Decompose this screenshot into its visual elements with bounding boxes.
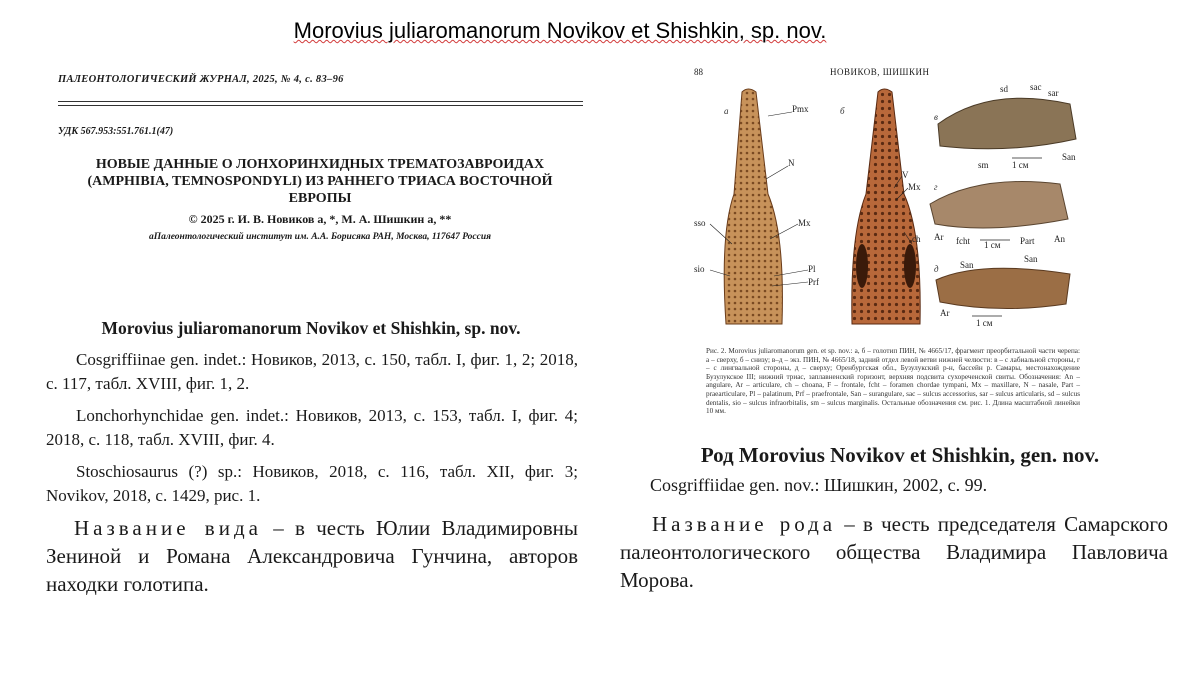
label-san-v: San: [1062, 152, 1076, 162]
synonymy-entry-1: Cosgriffiinae gen. indet.: Новиков, 2013, с. 150, табл. I, фиг. 1, 2; 2018, с. 117, табл. XVIII, фиг. 1, 2.: [46, 350, 578, 393]
genus-etymology: [620, 510, 1168, 594]
header-rule: [58, 101, 583, 102]
label-sio: sio: [694, 264, 705, 274]
label-b: б: [840, 106, 845, 116]
synonymy-entry-2: Lonchorhynchidae gen. indet.: Новиков, 2013, с. 153, табл. I, фиг. 4; 2018, с. 118, табл. XVIII, фиг. 4.: [46, 406, 578, 449]
label-sm: sm: [978, 160, 989, 170]
skull-ventral-view: [852, 89, 920, 324]
label-ar-g: Ar: [934, 232, 944, 242]
header-rule-2: [58, 105, 583, 106]
label-n: N: [788, 158, 795, 168]
label-pl: Pl: [808, 264, 816, 274]
scale-label-g: 1 см: [984, 240, 1001, 250]
label-g: г: [934, 182, 938, 192]
figure-caption: Рис. 2. Morovius juliaromanorum gen. et sp. nov.: а, б – голотип ПИН, № 4665/17, фрагмент преорбитальной части черепа: а – сверху, б – снизу; в–д – экз. ПИН, № 4665/18, задний отдел левой ветви нижней челюсти: в – с лабиальной стороны, г – с лингвальной стороны, д – сверху; Оренбургская обл., Бузулукский р-н, бассейн р. Самары, местонахождение Бузулукское III; нижний триас, заплавненский горизонт, верхняя подсвита сухореченской свиты. Обозначения: An – angulare, Ar – articulare, ch – choana, F – frontale, fcht – foramen chordae tympani, Mx – maxillare, N – nasale, Part – praearticulare, Pl – palatinum, Prf – praefrontale, San – surangulare, sac – sulcus accessorius, sar – sulcus articularis, sd – sulcus dentalis, sio – sulcus infraorbitalis, sm – sulcus marginalis. Остальные обозначения см. рис. 1. Длина масштабной линейки 10 мм.: [706, 347, 1080, 416]
label-part: Part: [1020, 236, 1035, 246]
jaw-lingual-view: [930, 182, 1068, 229]
authors: © 2025 г. И. В. Новиков a, *, М. А. Шишкин a, **: [188, 212, 452, 226]
label-prf: Prf: [808, 277, 819, 287]
etymology-label: Название вида: [74, 516, 262, 540]
genus-etymology-label: Название рода: [652, 512, 837, 536]
label-sar: sar: [1048, 88, 1059, 98]
species-etymology: [46, 514, 578, 598]
label-v-bone: V: [902, 170, 909, 180]
label-ch: ch: [912, 234, 921, 244]
synonymy-entry-3: Stoschiosaurus (?) sp.: Новиков, 2018, с. 116, табл. XII, фиг. 3; Novikov, 2018, с. 1429, рис. 1.: [46, 462, 578, 505]
running-head: НОВИКОВ, ШИШКИН: [830, 67, 930, 77]
label-san-d1: San: [960, 260, 974, 270]
etymology-text: – в честь Юлии Владимировны Зениной и Романа Александровича Гунчина, авторов находки голотипа.: [46, 516, 578, 596]
label-v: в: [934, 112, 938, 122]
article-title: НОВЫЕ ДАННЫЕ О ЛОНХОРИНХИДНЫХ ТРЕМАТОЗАВРОИДАХ (AMPHIBIA, TEMNOSPONDYLI) ИЗ РАННЕГО ТРИАСА ВОСТОЧНОЙ ЕВРОПЫ: [87, 157, 553, 206]
genus-synonymy: Cosgriffiidae gen. nov.: Шишкин, 2002, с. 99.: [650, 475, 988, 495]
label-pmx: Pmx: [792, 104, 809, 114]
label-san-d2: San: [1024, 254, 1038, 264]
scale-label-d: 1 см: [976, 318, 993, 328]
label-a: а: [724, 106, 729, 116]
scale-label-v: 1 см: [1012, 160, 1029, 170]
fossil-figure: [690, 84, 1080, 342]
label-sd: sd: [1000, 84, 1009, 94]
label-mx: Mx: [798, 218, 811, 228]
genus-etymology-text: – в честь председателя Самарского палеонтологического общества Владимира Павловича Морова.: [620, 512, 1168, 592]
label-an: An: [1054, 234, 1065, 244]
udk-code: УДК 567.953:551.761.1(47): [58, 126, 174, 137]
page-number: 88: [694, 67, 703, 77]
jaw-labial-view: [938, 98, 1076, 149]
choana-left: [856, 244, 868, 288]
genus-heading: Род Morovius Novikov et Shishkin, gen. nov.: [700, 443, 1100, 467]
affiliation: aПалеонтологический институт им. А.А. Борисяка РАН, Москва, 117647 Россия: [148, 232, 492, 242]
label-fcht: fcht: [956, 236, 970, 246]
choana-right: [904, 244, 916, 288]
skull-dorsal-view: [724, 89, 782, 324]
species-heading: Morovius juliaromanorum Novikov et Shishkin, sp. nov.: [101, 318, 521, 338]
jaw-dorsal-view: [936, 268, 1070, 308]
journal-header: ПАЛЕОНТОЛОГИЧЕСКИЙ ЖУРНАЛ, 2025, № 4, с. 83–96: [58, 74, 344, 85]
label-sac: sac: [1030, 84, 1042, 92]
label-sso: sso: [694, 218, 706, 228]
label-d: д: [934, 264, 939, 274]
slide-title: Morovius juliaromanorum Novikov et Shishkin, sp. nov.: [293, 18, 827, 43]
label-mx-ventral: Mx: [908, 182, 921, 192]
label-ar-d: Ar: [940, 308, 950, 318]
